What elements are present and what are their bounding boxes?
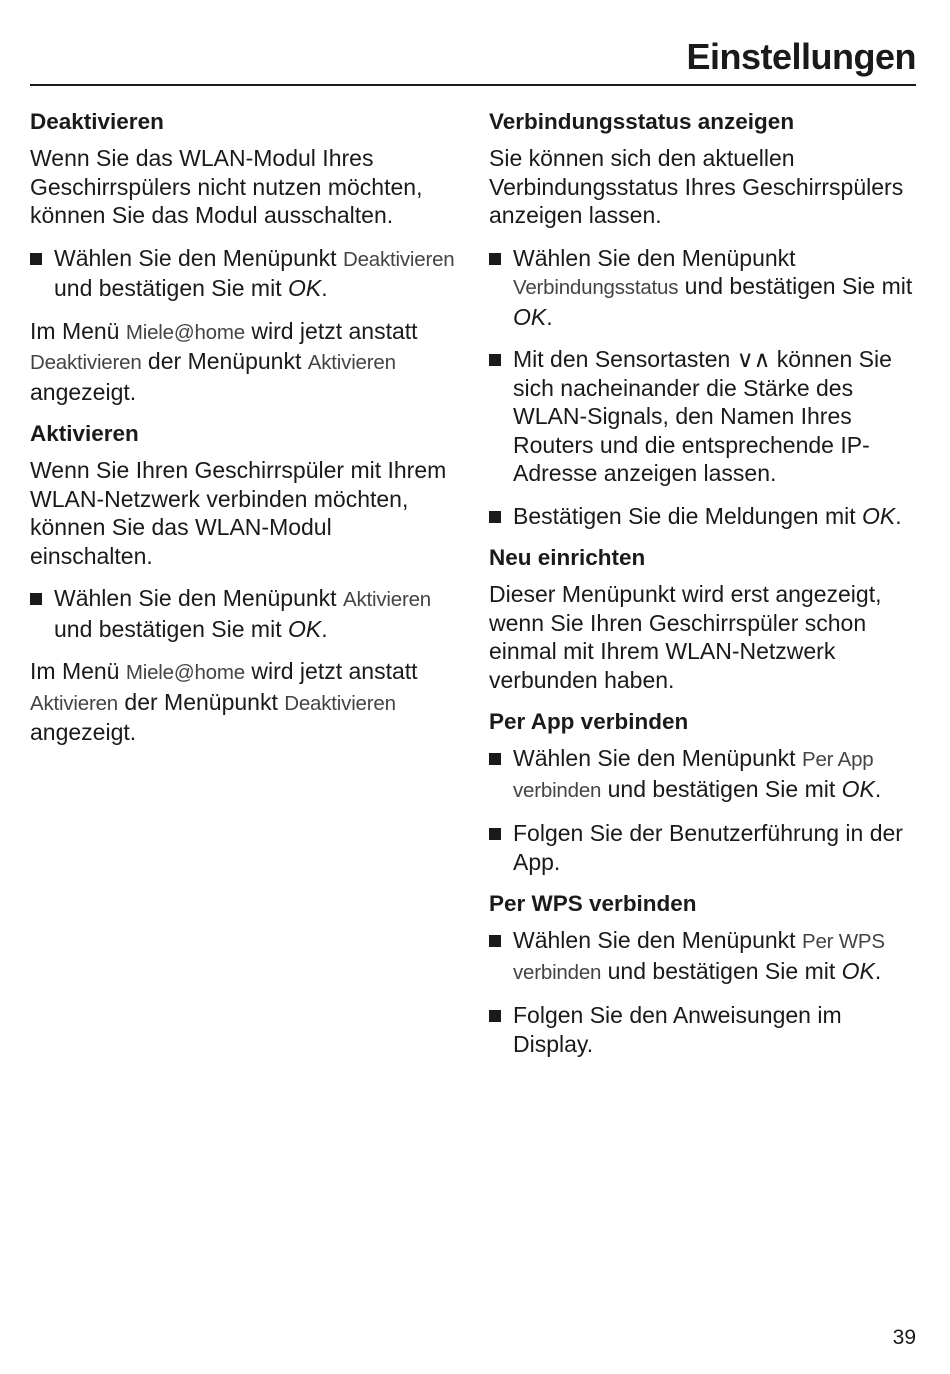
section-heading-verbindungsstatus: Verbindungsstatus anzeigen [489, 109, 795, 134]
ok-key-text: OK [862, 502, 896, 529]
page-number: 39 [892, 1326, 916, 1349]
ok-key-text: OK [841, 957, 875, 984]
bullet-item [30, 244, 460, 303]
bullet-square-icon [489, 935, 501, 947]
text: angezeigt. [30, 719, 137, 745]
bullet-square-icon [489, 1010, 501, 1022]
text: . [895, 502, 902, 529]
bullet-item [30, 584, 460, 643]
section-heading-aktivieren: Aktivieren [30, 421, 139, 446]
text: Wählen Sie den Menüpunkt [513, 927, 802, 953]
bullet-item [489, 926, 921, 987]
section-heading-deaktivieren: Deaktivieren [30, 109, 164, 134]
bullet-square-icon [489, 753, 501, 765]
page-title: Einstellungen [686, 36, 916, 77]
paragraph [30, 317, 460, 407]
bullet-item [489, 345, 921, 488]
text: Wählen Sie den Menüpunkt [513, 745, 802, 771]
bullet-square-icon [489, 253, 501, 265]
bullet-square-icon [489, 828, 501, 840]
text: der Menüpunkt [141, 348, 308, 374]
menu-item-text: Miele@home [125, 661, 245, 684]
text: und bestätigen Sie mit [54, 615, 288, 642]
text: Im Menü [30, 658, 126, 684]
bullet-square-icon [30, 253, 42, 265]
ok-key-text: OK [513, 303, 547, 330]
bullet-item [489, 744, 921, 805]
paragraph: Wenn Sie das WLAN-Modul Ihres Geschirrspülers nicht nutzen möchten, können Sie das Modul ausschalten. [30, 145, 423, 228]
text: und bestätigen Sie mit [54, 275, 288, 301]
bullet-square-icon [489, 511, 501, 523]
paragraph [30, 657, 460, 747]
text: und bestätigen Sie mit [601, 957, 842, 984]
menu-item-text: Miele@home [125, 320, 245, 344]
text: . [321, 615, 328, 642]
left-column [30, 108, 460, 761]
bullet-item [489, 502, 921, 531]
bullet-item [489, 1001, 921, 1058]
bullet-item [489, 819, 921, 876]
ok-key-text: OK [287, 615, 322, 642]
section-heading-per-wps: Per WPS verbinden [489, 891, 697, 916]
text: Mit den Sensortasten ∨∧ können Sie sich nacheinander die Stärke des WLAN-Signals, den Namen Ihres Routers und die entsprechende IP-Adresse anzeigen lassen. [513, 346, 892, 486]
text: Bestätigen Sie die Meldungen mit [513, 502, 863, 529]
header-rule [30, 84, 916, 86]
text: Wählen Sie den Menüpunkt [54, 585, 343, 611]
text: Im Menü [30, 317, 126, 344]
menu-item-text: Aktivieren [342, 588, 431, 611]
section-heading-neu-einrichten: Neu einrichten [489, 545, 646, 570]
paragraph: Sie können sich den aktuellen Verbindungsstatus Ihres Geschirrspülers anzeigen lassen. [489, 145, 904, 228]
text: und bestätigen Sie mit [678, 273, 913, 299]
menu-item-text: Aktivieren [30, 691, 119, 715]
menu-item-text: Deaktivieren [30, 351, 142, 374]
menu-item-text: Per App verbinden [513, 748, 874, 802]
menu-item-text: Verbindungsstatus [513, 276, 679, 299]
text: und bestätigen Sie mit [601, 775, 842, 802]
text: Folgen Sie der Benutzerführung in der App. [513, 820, 903, 875]
section-heading-per-app: Per App verbinden [489, 709, 689, 734]
text: . [546, 303, 553, 330]
text: angezeigt. [30, 378, 137, 405]
bullet-square-icon [30, 593, 42, 605]
right-column [489, 108, 921, 1072]
text: . [874, 775, 882, 802]
menu-item-text: Per WPS verbinden [513, 930, 885, 984]
text: wird jetzt anstatt [244, 658, 418, 684]
text: . [321, 275, 328, 301]
menu-item-text: Deaktivieren [284, 691, 396, 715]
text: Wählen Sie den Menüpunkt [513, 244, 796, 271]
bullet-square-icon [489, 354, 501, 366]
bullet-item [489, 244, 921, 332]
text: Wählen Sie den Menüpunkt [54, 244, 343, 271]
ok-key-text: OK [841, 775, 875, 802]
text: wird jetzt anstatt [244, 317, 418, 344]
text: Folgen Sie den Anweisungen im Display. [513, 1002, 842, 1057]
menu-item-text: Deaktivieren [342, 247, 455, 271]
ok-key-text: OK [287, 275, 322, 301]
paragraph: Dieser Menüpunkt wird erst angezeigt, wenn Sie Ihren Geschirrspüler schon einmal mit Ihrem WLAN-Netzwerk verbunden haben. [489, 581, 882, 693]
text: . [874, 957, 882, 984]
menu-item-text: Aktivieren [307, 351, 396, 374]
paragraph: Wenn Sie Ihren Geschirrspüler mit Ihrem WLAN-Netzwerk verbinden möchten, können Sie das WLAN-Modul einschalten. [30, 457, 447, 569]
text: der Menüpunkt [118, 688, 285, 715]
